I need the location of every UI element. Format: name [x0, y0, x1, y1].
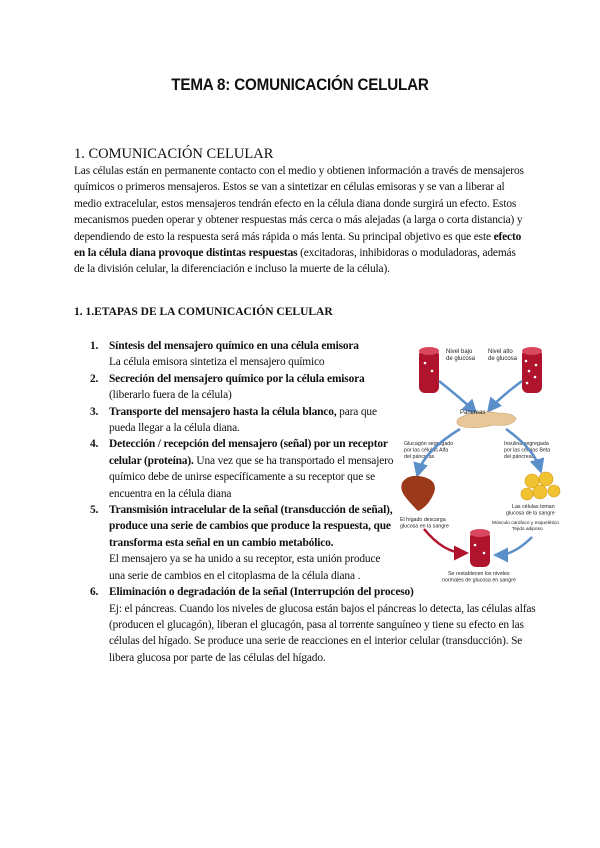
step-title: Síntesis del mensajero químico en una célula emisora: [109, 340, 359, 352]
arrow-icon: [424, 529, 464, 553]
list-item: [90, 436, 394, 502]
step-number: 1.: [90, 340, 99, 352]
list-item: [90, 404, 394, 437]
glucose-regulation-diagram: [394, 341, 562, 586]
insulin-label: Insulina segregada por las células Beta del páncreas: [504, 441, 551, 460]
list-item: [90, 371, 394, 404]
glucagon-label: Glucagón segregado por las células Alfa del páncreas: [404, 441, 454, 460]
section-heading: 1. COMUNICACIÓN CELULAR: [74, 146, 274, 162]
blood-vessel-icon: [470, 529, 490, 567]
low-glucose-label: Nivel bajo de glucosa: [446, 349, 476, 362]
fat-cells-icon: [521, 472, 560, 500]
step-title: Transporte del mensajero hasta la célula blanco,: [109, 405, 337, 418]
step-text: El mensajero ya se ha unido a su receptor, esta unión produce una serie de cambios en el citoplasma de la célula diana .: [109, 553, 381, 582]
arrow-icon: [498, 537, 532, 555]
intro-paragraph: [74, 163, 526, 278]
step-text: La célula emisora sintetiza el mensajero químico: [109, 356, 325, 369]
step-number: 5.: [90, 504, 99, 517]
step-text: Ej: el páncreas. Cuando los niveles de glucosa están bajos el páncreas lo detecta, las células alfas (producen el glucagón), liberan el glucagón, pasa al torrente sanguíneo y tiene su efecto en las células del hígado. Se produce una serie de reacciones en el interior celular (transducción). Se libera glucosa por parte de las células del hígado.: [109, 602, 536, 664]
list-item: [90, 502, 394, 584]
paragraph-text-end: (excitadoras, inhibidoras o moduladoras, además de la división celular, la diferenciación e incluso la muerte de la célula).: [74, 247, 516, 276]
step-number: 3.: [90, 405, 99, 418]
arrow-icon: [490, 381, 522, 409]
list-item: [90, 584, 545, 666]
step-title: Transmisión intracelular de la señal (transducción de señal), produce una serie de cambios que produce la respuesta, que transforma esta señal en un cambio metabólico.: [109, 504, 393, 549]
paragraph-text: Las células están en permanente contacto con el medio y obtienen información a través de mensajeros químicos o primeros mensajeros. Estos se van a sintetizar en células emisoras y se van a liberar al medio extracelular, estos mensajeros tendrán efecto en la célula diana donde surgirá un efecto. Estos mecanismos pueden operar y obtener respuestas más cerca o más alejadas (a larga o corta distancia) y dependiendo de esto la respuesta será más rápida o más lenta. Su principal objetivo es que este: [74, 165, 524, 243]
paragraph-bold: efecto en la célula diana provoque distintas respuestas: [74, 230, 522, 260]
subsection-heading: 1. 1.ETAPAS DE LA COMUNICACIÓN CELULAR: [74, 306, 333, 318]
step-number: 2.: [90, 372, 99, 385]
restore-label: Se restablecen los niveles normales de glucosa en sangre: [442, 571, 516, 584]
list-item: [90, 338, 394, 371]
cells-label: Las células toman glucosa de la sangre: [506, 504, 555, 517]
step-title: Secreción del mensajero químico por la célula emisora: [109, 372, 365, 385]
step-title: Detección / recepción del mensajero (señal) por un receptor celular (proteína).: [109, 438, 388, 467]
step-text: Una vez que se ha transportado el mensajero químico debe de unirse específicamente a su receptor que se encuentra en la célula diana: [109, 454, 394, 500]
tissues-label: Músculo cardíaco y esquelético Tejido adiposo: [492, 521, 559, 532]
step-number: 6.: [90, 586, 99, 599]
liver-icon: [401, 476, 435, 511]
blood-vessel-icon: [419, 347, 439, 393]
page-title: TEMA 8: COMUNICACIÓN CELULAR: [171, 76, 429, 94]
high-glucose-label: Nivel alto de glucosa: [488, 349, 518, 362]
step-title: Eliminación o degradación de la señal (Interrupción del proceso): [109, 586, 414, 599]
liver-label: El hígado descarga glucosa en la sangre: [400, 517, 449, 530]
pancreas-label: Páncreas: [460, 410, 486, 416]
step-text: para que pueda llegar a la célula diana.: [109, 405, 377, 435]
arrow-icon: [439, 381, 474, 411]
blood-vessel-icon: [522, 347, 542, 393]
step-text: (liberarlo fuera de la célula): [109, 389, 232, 402]
step-number: 4.: [90, 438, 99, 451]
